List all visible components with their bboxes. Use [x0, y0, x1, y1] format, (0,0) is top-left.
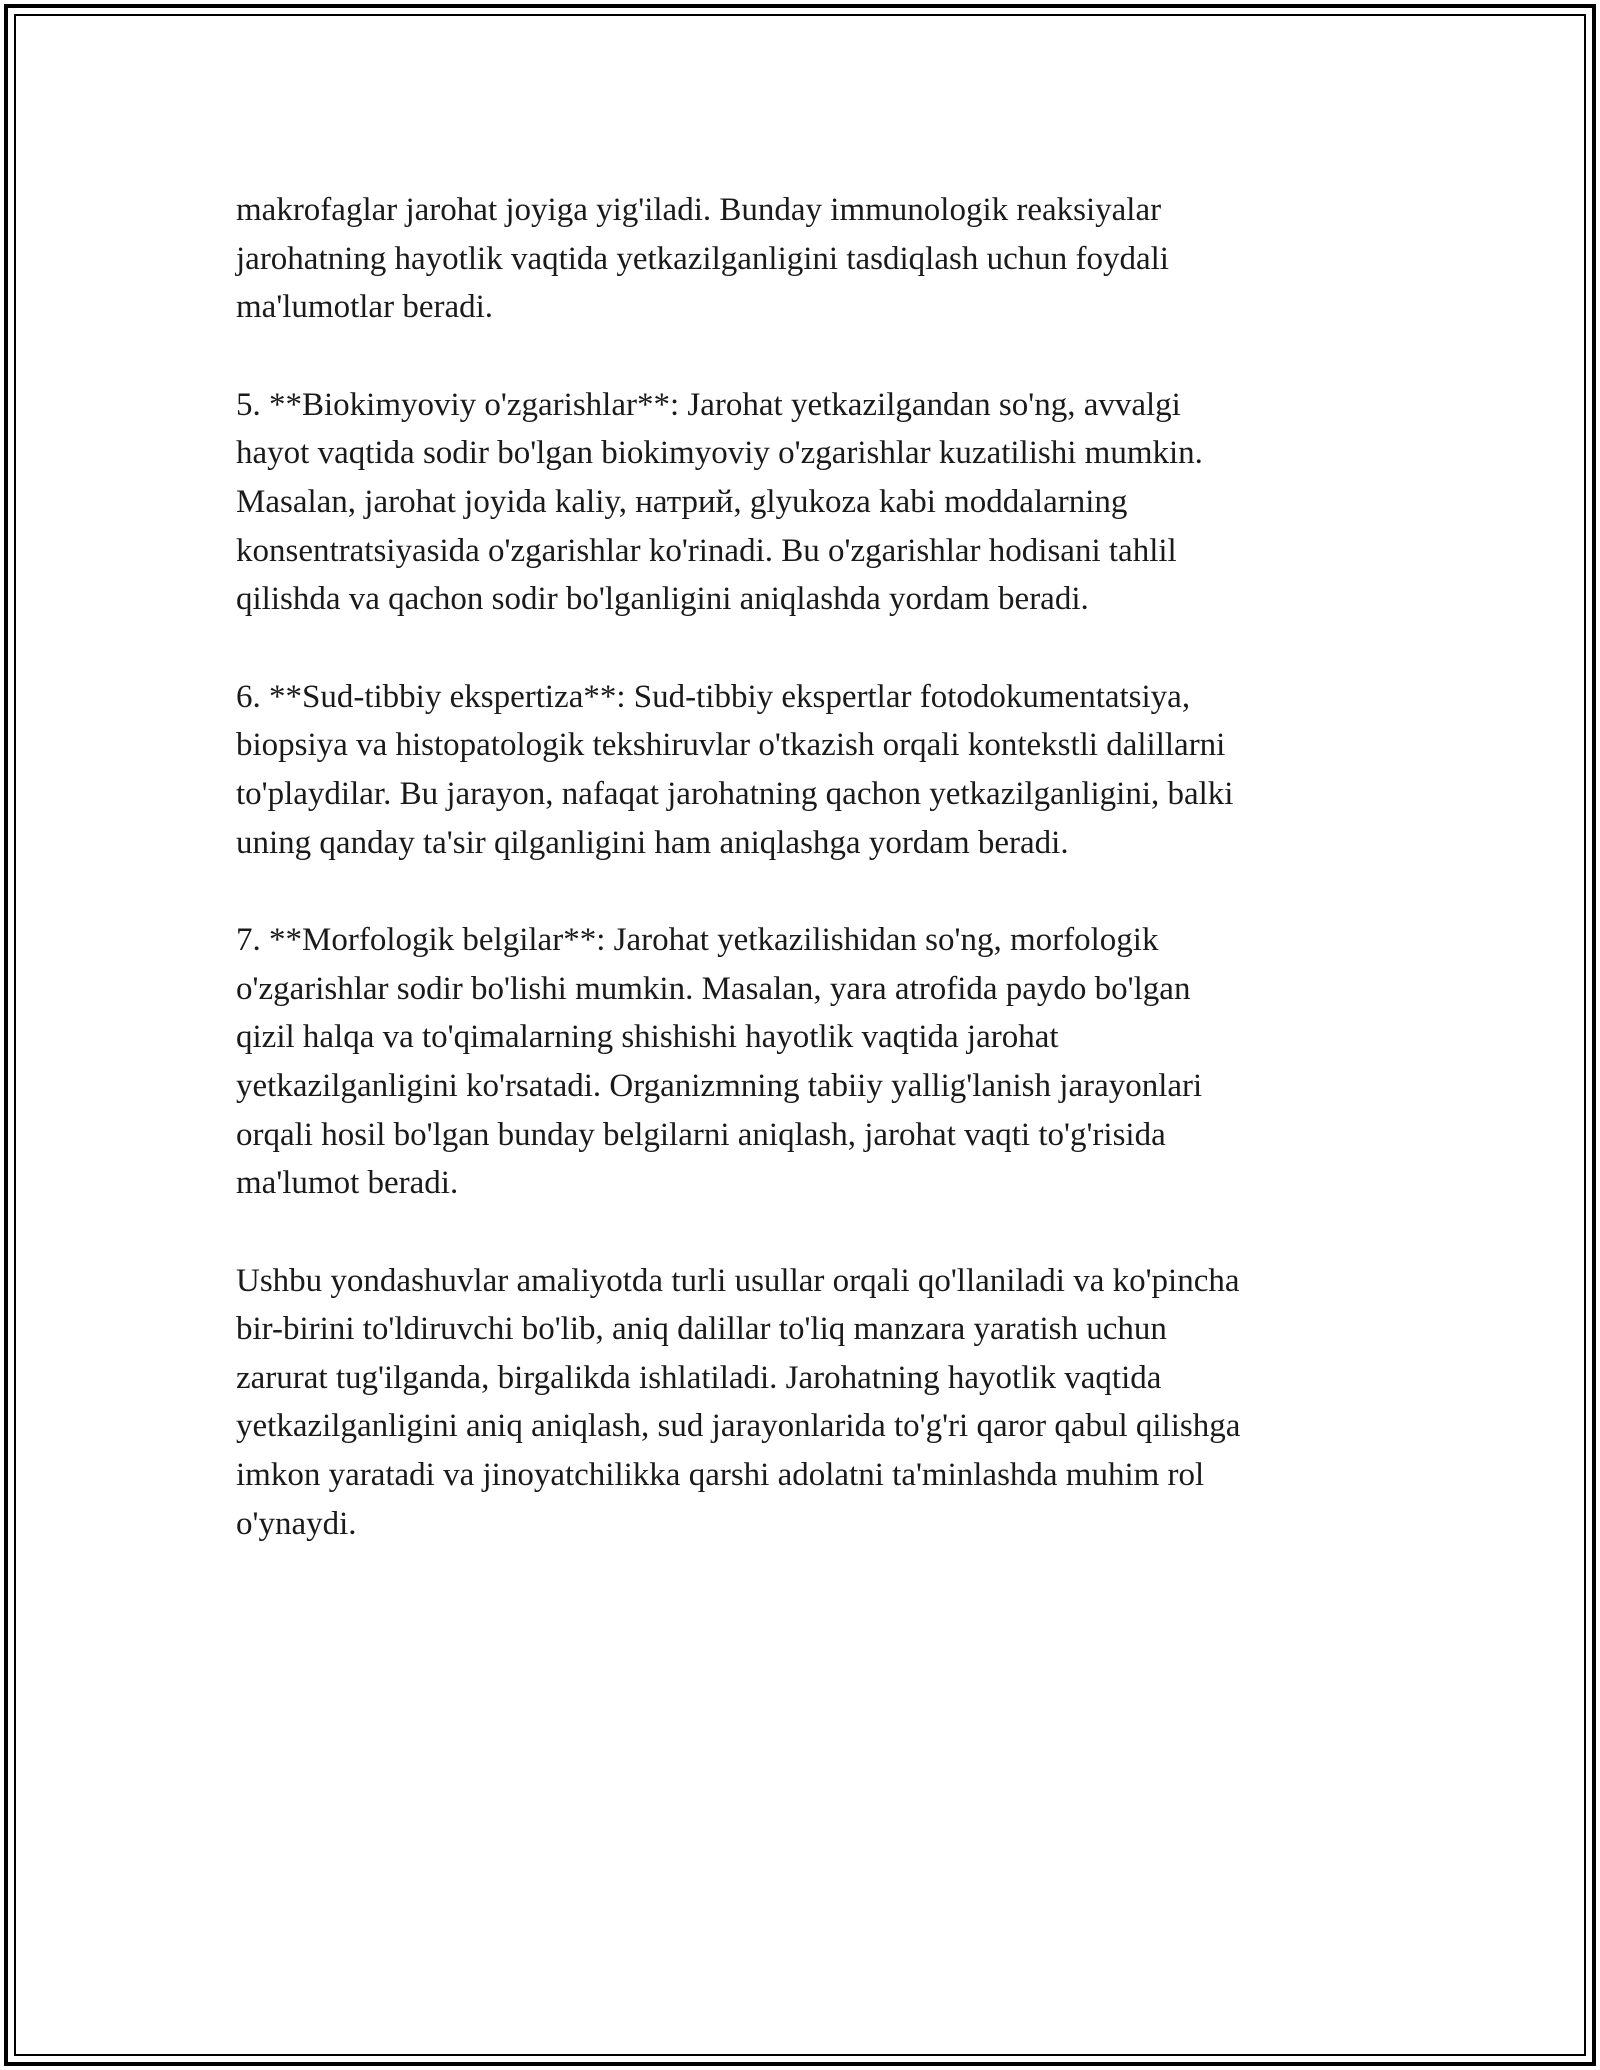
text-line: biopsiya va histopatologik tekshiruvlar o'tkazish orqali kontekstli dalillarni	[236, 727, 1226, 764]
text-line: orqali hosil bo'lgan bunday belgilarni aniqlash, jarohat vaqti to'g'risida	[236, 1116, 1166, 1153]
text-line: bir-birini to'ldiruvchi bo'lib, aniq dalillar to'liq manzara yaratish uchun	[236, 1311, 1167, 1348]
text-line: 5. **Biokimyoviy o'zgarishlar**: Jarohat yetkazilgandan so'ng, avvalgi	[236, 386, 1181, 423]
text-line: jarohatning hayotlik vaqtida yetkazilganligini tasdiqlash uchun foydali	[236, 240, 1169, 277]
text-line: yetkazilganligini aniq aniqlash, sud jarayonlarida to'g'ri qaror qabul qilishga	[236, 1408, 1241, 1445]
paragraph-conclusion	[236, 1257, 1364, 1549]
paragraph-immunological-continuation	[236, 186, 1364, 332]
text-line: qizil halqa va to'qimalarning shishishi hayotlik vaqtida jarohat	[236, 1019, 1059, 1056]
text-line: 7. **Morfologik belgilar**: Jarohat yetkazilishidan so'ng, morfologik	[236, 922, 1159, 959]
text-line: ma'lumot beradi.	[236, 1165, 459, 1202]
text-line: imkon yaratadi va jinoyatchilikka qarshi adolatni ta'minlashda muhim rol	[236, 1457, 1205, 1494]
text-line: o'ynaydi.	[236, 1505, 357, 1542]
text-line: yetkazilganligini ko'rsatadi. Organizmning tabiiy yallig'lanish jarayonlari	[236, 1067, 1203, 1104]
text-line: konsentratsiyasida o'zgarishlar ko'rinadi. Bu o'zgarishlar hodisani tahlil	[236, 532, 1177, 569]
paragraph-forensic-expertise	[236, 673, 1364, 867]
text-line: makrofaglar jarohat joyiga yig'iladi. Bunday immunologik reaksiyalar	[236, 192, 1162, 228]
text-line: to'playdilar. Bu jarayon, nafaqat jarohatning qachon yetkazilganligini, balki	[236, 775, 1234, 812]
paragraph-biochemical-changes	[236, 381, 1364, 624]
text-line: uning qanday ta'sir qilganligini ham aniqlashga yordam beradi.	[236, 824, 1069, 861]
text-line: ma'lumotlar beradi.	[236, 289, 494, 326]
text-line: o'zgarishlar sodir bo'lishi mumkin. Masalan, yara atrofida paydo bo'lgan	[236, 970, 1191, 1007]
text-line: qilishda va qachon sodir bo'lganligini aniqlashda yordam beradi.	[236, 581, 1089, 618]
document-body	[236, 186, 1364, 1548]
text-line: Masalan, jarohat joyida kaliy, натрий, glyukoza kabi moddalarning	[236, 483, 1128, 520]
text-line: Ushbu yondashuvlar amaliyotda turli usullar orqali qo'llaniladi va ko'pincha	[236, 1262, 1240, 1299]
text-line: 6. **Sud-tibbiy ekspertiza**: Sud-tibbiy ekspertlar fotodokumentatsiya,	[236, 678, 1191, 715]
paragraph-morphological-signs	[236, 916, 1364, 1208]
text-line: hayot vaqtida sodir bo'lgan biokimyoviy o'zgarishlar kuzatilishi mumkin.	[236, 435, 1203, 472]
text-line: zarurat tug'ilganda, birgalikda ishlatiladi. Jarohatning hayotlik vaqtida	[236, 1359, 1162, 1396]
